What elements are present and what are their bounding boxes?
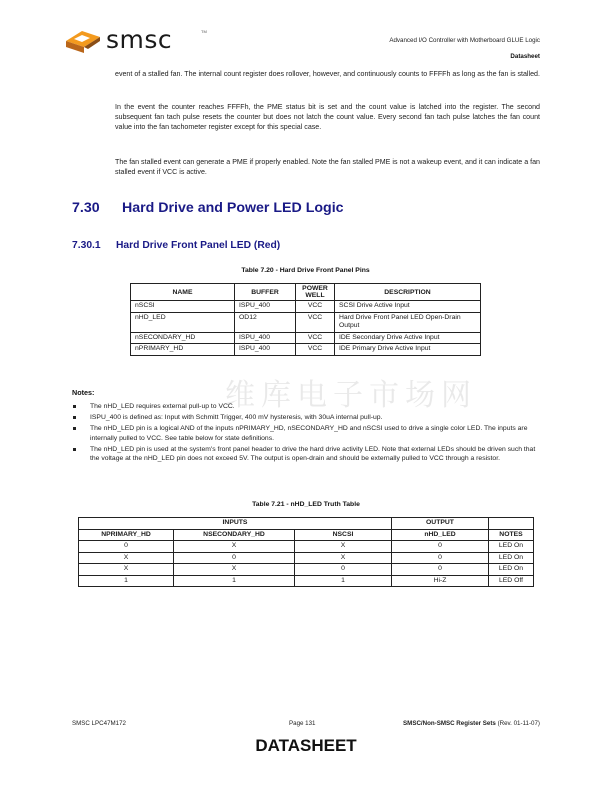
table-header-row: [79, 529, 534, 541]
column-header-notes: NOTES: [489, 529, 534, 541]
cell-nprimary-hd: 0: [79, 541, 174, 553]
footer-datasheet-banner: DATASHEET: [255, 736, 357, 755]
cell-nhd-led: 0: [392, 552, 489, 564]
column-header-name: NAME: [131, 284, 235, 301]
table-row: [79, 552, 534, 564]
bullet-icon: [73, 427, 76, 430]
note-text: The nHD_LED requires external pull-up to VCC.: [90, 403, 235, 410]
column-header-description: DESCRIPTION: [335, 284, 481, 301]
cell-nprimary-hd: X: [79, 564, 174, 576]
bullet-icon: [73, 448, 76, 451]
section-title: Hard Drive and Power LED Logic: [122, 200, 344, 216]
notes-title: Notes:: [72, 388, 95, 397]
note-text: The nHD_LED pin is a logical AND of the inputs nPRIMARY_HD, nSECONDARY_HD and nSCSI used to drive a single color LED. The inputs are internally pulled to VCC. See table below for state definitions.: [90, 425, 528, 442]
note-item: [72, 402, 542, 411]
table-row: [79, 564, 534, 576]
cell-nscsi: 1: [295, 575, 392, 587]
cell-nsecondary-hd: X: [174, 564, 295, 576]
cell-notes: LED On: [489, 552, 534, 564]
note-item: [72, 424, 542, 442]
table-row: [131, 312, 481, 332]
cell-nhd-led: 0: [392, 564, 489, 576]
column-header-nhd-led: nHD_LED: [392, 529, 489, 541]
group-header-output: OUTPUT: [392, 518, 489, 530]
cell-nprimary-hd: X: [79, 552, 174, 564]
cell-nsecondary-hd: X: [174, 541, 295, 553]
note-text: ISPU_400 is defined as: Input with Schmitt Trigger, 400 mV hysteresis, with 30uA internal pull-up.: [90, 414, 383, 422]
footer-part-number: SMSC LPC47M172: [72, 720, 126, 727]
subsection-number: 7.30.1: [72, 240, 101, 251]
group-header-blank: [489, 518, 534, 530]
pins-table: [130, 283, 481, 356]
table-group-header-row: [79, 518, 534, 530]
cell-buffer: ISPU_400: [235, 344, 296, 356]
table-row: [79, 541, 534, 553]
cell-name: nPRIMARY_HD: [131, 344, 235, 356]
bullet-icon: [73, 405, 76, 408]
cell-name: nHD_LED: [131, 312, 235, 332]
cell-notes: LED On: [489, 541, 534, 553]
cell-description: IDE Secondary Drive Active Input: [335, 332, 481, 344]
column-header-buffer: BUFFER: [235, 284, 296, 301]
paragraph-stalled-fan: event of a stalled fan. The internal count register does rollover, however, and continuously counts to FFFFh as long as the fan is stalled.: [115, 70, 540, 78]
cell-nscsi: X: [295, 552, 392, 564]
column-header-power-well: POWER WELL: [296, 284, 335, 301]
cell-description: IDE Primary Drive Active Input: [335, 344, 481, 356]
table-7-21-caption: Table 7.21 - nHD_LED Truth Table: [252, 501, 360, 508]
table-row: [131, 301, 481, 313]
cell-nscsi: X: [295, 541, 392, 553]
cell-nsecondary-hd: 1: [174, 575, 295, 587]
note-text: The nHD_LED pin is used at the system's front panel header to drive the hard drive activity LED. Note that external LEDs should be driven such that the voltage at the nHD_LED pin does not exceed 5V. The output is open-drain and should be externally pulled to VCC through a resistor.: [90, 445, 536, 463]
column-header-nsecondary-hd: NSECONDARY_HD: [174, 529, 295, 541]
truth-table: [78, 517, 534, 587]
group-header-inputs: INPUTS: [79, 518, 392, 530]
cell-description: SCSI Drive Active Input: [335, 301, 481, 313]
cell-power-well: VCC: [296, 332, 335, 344]
table-7-20-caption: Table 7.20 - Hard Drive Front Panel Pins: [241, 267, 370, 274]
document-subtitle: Datasheet: [510, 53, 540, 60]
footer-revision: (Rev. 01-11-07): [495, 720, 540, 727]
section-number: 7.30: [72, 200, 100, 216]
table-row: [131, 332, 481, 344]
cell-name: nSECONDARY_HD: [131, 332, 235, 344]
smsc-wordmark: smsc: [106, 25, 173, 54]
cell-name: nSCSI: [131, 301, 235, 313]
cell-notes: LED On: [489, 564, 534, 576]
subsection-title: Hard Drive Front Panel LED (Red): [116, 240, 281, 251]
footer-section-title: SMSC/Non-SMSC Register Sets: [403, 720, 496, 727]
watermark-text: 维库电子市场网: [225, 378, 477, 413]
subsection-heading: [72, 240, 280, 251]
cell-buffer: OD12: [235, 312, 296, 332]
column-header-nprimary-hd: NPRIMARY_HD: [79, 529, 174, 541]
smsc-logo: [64, 27, 214, 57]
column-header-nscsi: NSCSI: [295, 529, 392, 541]
note-item: [72, 445, 542, 463]
cell-nhd-led: 0: [392, 541, 489, 553]
document-title: Advanced I/O Controller with Motherboard GLUE Logic: [389, 37, 540, 44]
smsc-logo-icon: [64, 27, 102, 55]
bullet-icon: [73, 416, 76, 419]
cell-nscsi: 0: [295, 564, 392, 576]
cell-description: Hard Drive Front Panel LED Open-Drain Output: [335, 312, 481, 332]
cell-power-well: VCC: [296, 344, 335, 356]
table-row: [79, 575, 534, 587]
paragraph-counter-ffffh: In the event the counter reaches FFFFh, the PME status bit is set and the count value is latched into the register. The second subsequent fan tach pulse resets the counter but does not latch the count value. Every second fan tach pulse latches the fan count value into the fan tachometer register except for this special case.: [115, 103, 540, 131]
cell-buffer: ISPU_400: [235, 301, 296, 313]
cell-power-well: VCC: [296, 301, 335, 313]
footer-section: [403, 720, 540, 727]
cell-power-well: VCC: [296, 312, 335, 332]
notes-list: [72, 402, 542, 465]
cell-nsecondary-hd: 0: [174, 552, 295, 564]
table-row: [131, 344, 481, 356]
trademark-mark: TM: [201, 29, 207, 34]
section-heading: [72, 200, 344, 216]
cell-buffer: ISPU_400: [235, 332, 296, 344]
paragraph-fan-pme: The fan stalled event can generate a PME if properly enabled. Note the fan stalled PME is not a wakeup event, and it can indicate a fan stalled event if VCC is active.: [115, 158, 540, 176]
cell-notes: LED Off: [489, 575, 534, 587]
footer-page-number: Page 131: [289, 720, 316, 727]
note-item: [72, 413, 542, 422]
cell-nhd-led: Hi-Z: [392, 575, 489, 587]
table-header-row: [131, 284, 481, 301]
cell-nprimary-hd: 1: [79, 575, 174, 587]
